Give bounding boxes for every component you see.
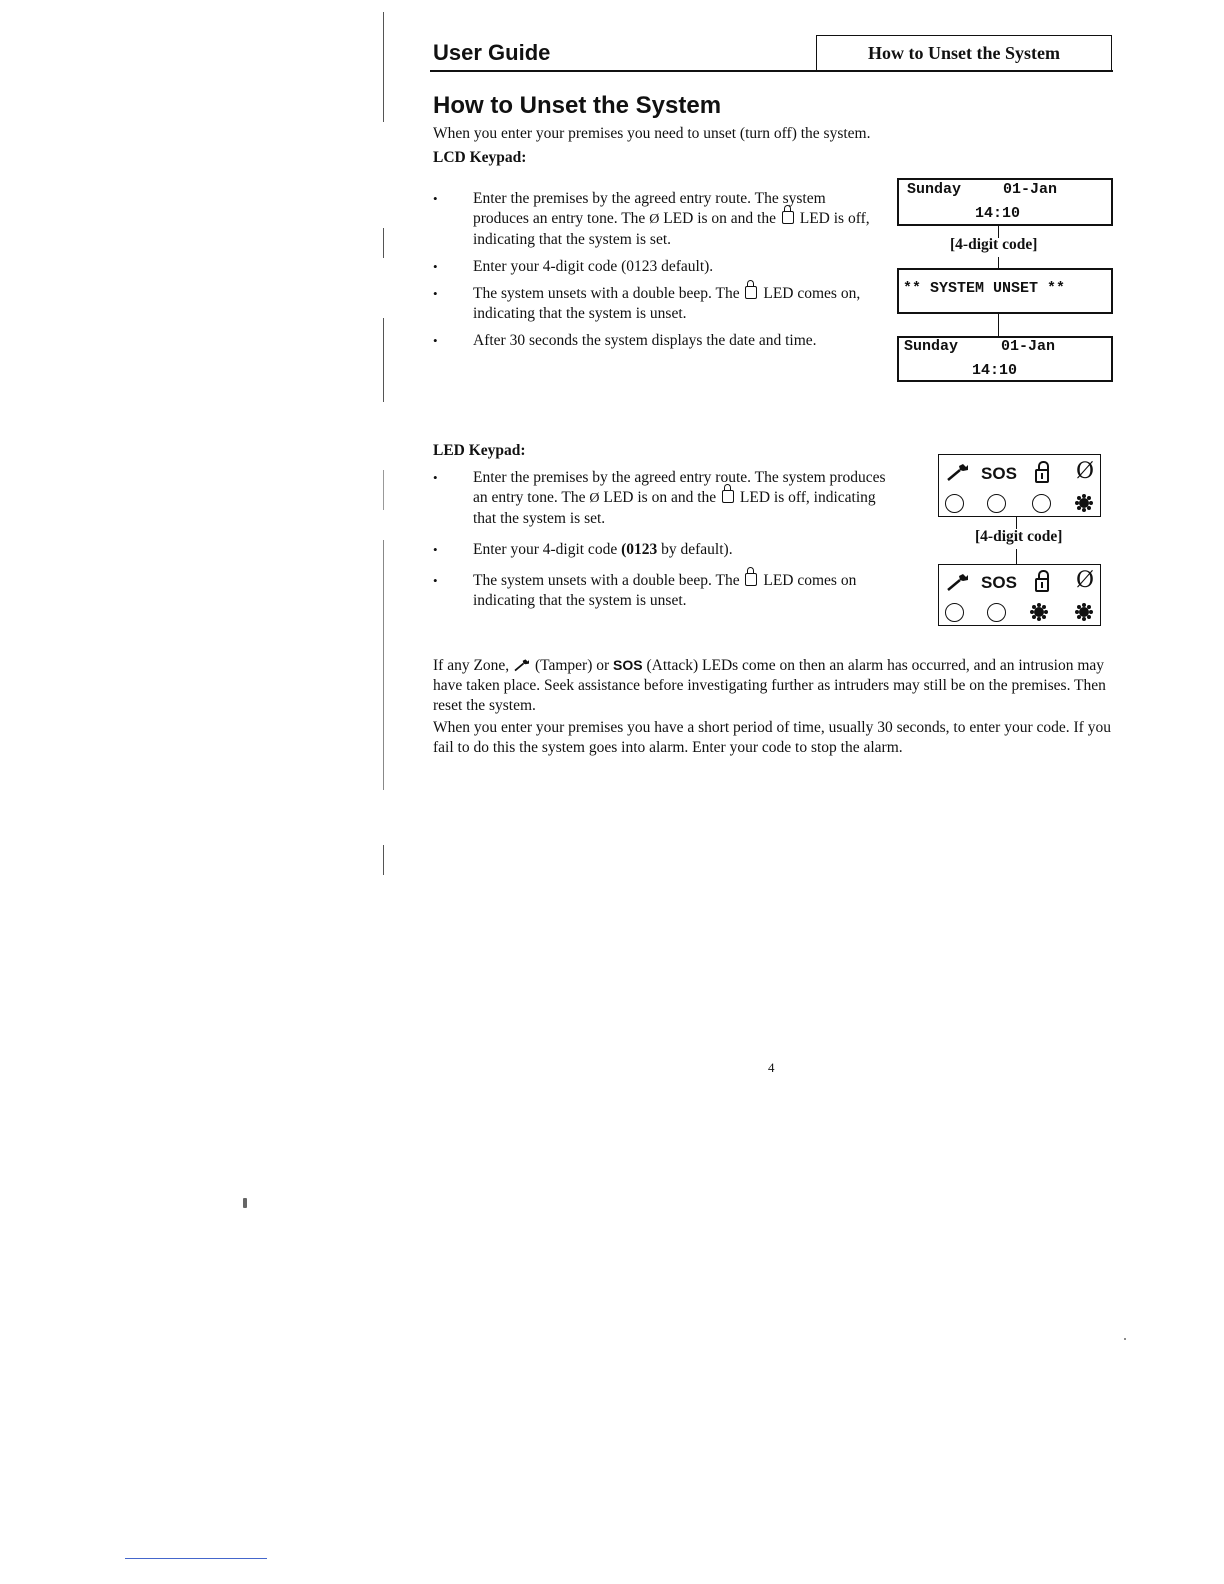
list-item — [433, 571, 895, 611]
power-plug-icon: Ø — [649, 212, 660, 227]
flow-connector — [998, 257, 999, 268]
lcd-display-unset — [897, 268, 1113, 314]
sos-label: SOS — [981, 464, 1017, 483]
zone-led — [1029, 491, 1053, 515]
flow-connector — [1016, 549, 1017, 564]
lcd-steps-list — [433, 189, 873, 351]
led-unlit-indicator — [945, 494, 964, 513]
power-plug-icon: Ø — [1075, 458, 1095, 484]
led-steps-list — [433, 468, 895, 611]
intro-text: When you enter your premises you need to unset (turn off) the system. — [433, 125, 871, 142]
step-text: LED is off, indicating that the system is set. — [473, 210, 870, 248]
default-code: (0123 — [621, 541, 658, 558]
list-item — [433, 331, 873, 351]
list-item — [433, 189, 873, 250]
wrench-icon — [943, 459, 973, 485]
led-unlit-indicator — [987, 603, 1006, 622]
list-item — [433, 284, 873, 324]
zone-led — [942, 491, 966, 515]
lock-icon — [722, 490, 734, 503]
scan-speck — [243, 1198, 247, 1208]
list-item — [433, 540, 895, 560]
step-text: Enter your 4-digit code — [473, 541, 618, 558]
lcd-display-datetime — [897, 336, 1113, 382]
scan-margin-line — [383, 318, 384, 402]
step-text: by default). — [661, 541, 733, 558]
step-text: Enter the premises by the agreed entry route. The system produces an entry tone. The — [473, 190, 826, 227]
alarm-note — [433, 655, 1113, 716]
scan-speck — [1124, 1338, 1126, 1340]
header-section-box — [816, 35, 1112, 70]
wrench-icon — [943, 569, 973, 595]
step-text: LED comes on, indicating that the system is unset. — [473, 285, 861, 322]
power-plug-icon: Ø — [589, 491, 600, 506]
power-led — [1072, 600, 1096, 624]
lcd-date: 01-Jan — [1001, 338, 1056, 355]
sos-label: SOS — [613, 657, 643, 673]
list-item — [433, 257, 873, 277]
list-item — [433, 468, 895, 529]
step-text: LED comes on indicating that the system is unset. — [473, 572, 857, 609]
lock-led — [1027, 600, 1051, 624]
lock-icon — [745, 573, 757, 586]
step-text: The system unsets with a double beep. The — [473, 572, 740, 589]
step-text: After 30 seconds the system displays the date and time. — [473, 332, 817, 349]
led-unlit-indicator — [987, 494, 1006, 513]
page-number: 4 — [768, 1060, 775, 1075]
note-text: (Attack) LEDs come on then an alarm has occurred, and an intrusion may have taken place. Seek assistance before investigating further as intruders may still be on the premises. Then reset the system. — [433, 657, 1106, 714]
lock-icon — [782, 211, 794, 224]
header-section-title: How to Unset the System — [868, 42, 1060, 63]
wrench-icon — [513, 658, 531, 672]
entry-time-note: When you enter your premises you have a short period of time, usually 30 seconds, to enter your code. If you fail to do this the system goes into alarm. Enter your code to stop the alarm. — [433, 719, 1111, 756]
zone-led — [984, 600, 1008, 624]
lock-icon — [1031, 574, 1053, 596]
code-entry-label: [4-digit code] — [950, 236, 1038, 253]
lcd-keypad-label: LCD Keypad: — [433, 149, 527, 166]
scan-margin-line — [383, 540, 384, 790]
header-rule — [430, 70, 1113, 72]
led-lit-indicator — [1079, 498, 1089, 508]
scan-margin-line — [383, 845, 384, 875]
lcd-time: 14:10 — [975, 205, 1021, 222]
lcd-day: Sunday — [907, 181, 962, 198]
step-text: LED is on and the — [603, 489, 717, 506]
scan-margin-line — [383, 12, 384, 122]
scan-margin-line — [383, 470, 384, 510]
led-lit-indicator — [1034, 607, 1044, 617]
header-title: User Guide — [433, 40, 551, 65]
power-plug-icon: Ø — [1075, 567, 1095, 593]
lcd-display-set — [897, 178, 1113, 226]
step-text: LED is off, indicating that the system is set. — [473, 489, 876, 527]
step-text: Enter the premises by the agreed entry route. The system produces an entry tone. The — [473, 469, 886, 506]
led-lit-indicator — [1079, 607, 1089, 617]
led-unlit-indicator — [945, 603, 964, 622]
lock-icon — [1031, 465, 1053, 487]
note-text: If any Zone, — [433, 657, 510, 674]
step-text: Enter your 4-digit code (0123 default). — [473, 258, 714, 275]
code-entry-label: [4-digit code] — [975, 528, 1063, 545]
zone-led — [984, 491, 1008, 515]
scan-underline — [125, 1558, 267, 1559]
led-unlit-indicator — [1032, 494, 1051, 513]
power-led — [1072, 491, 1096, 515]
flow-connector — [998, 314, 999, 336]
note-text: (Tamper) or — [534, 657, 610, 674]
sos-label: SOS — [981, 573, 1017, 592]
lock-icon — [745, 286, 757, 299]
led-panel-unset — [938, 564, 1101, 626]
zone-led — [942, 600, 966, 624]
step-text: LED is on and the — [663, 210, 776, 227]
led-panel-set — [938, 454, 1101, 517]
lcd-date: 01-Jan — [1003, 181, 1058, 198]
lcd-time: 14:10 — [972, 362, 1018, 379]
scan-margin-line — [383, 228, 384, 258]
page-title: How to Unset the System — [433, 92, 722, 119]
step-text: The system unsets with a double beep. The — [473, 285, 740, 302]
lcd-day: Sunday — [904, 338, 959, 355]
lcd-message: ** SYSTEM UNSET ** — [903, 280, 1066, 297]
led-keypad-label: LED Keypad: — [433, 442, 526, 459]
